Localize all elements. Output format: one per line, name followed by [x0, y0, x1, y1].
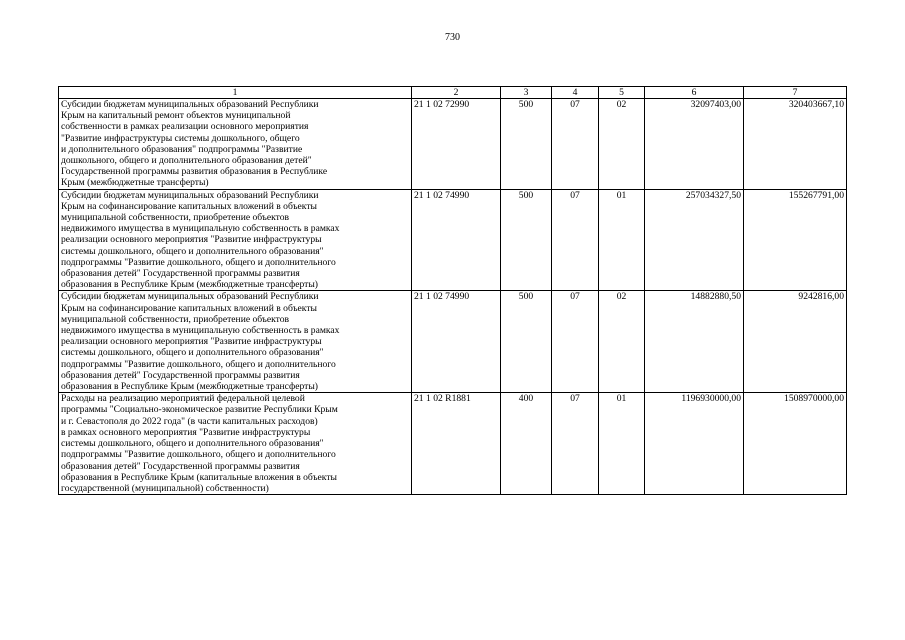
- row-description-line: программы "Социально-экономическое развитие Республики Крым: [61, 404, 338, 416]
- row-description-line: недвижимого имущества в муниципальную собственность в рамках: [61, 223, 340, 235]
- row-description: [59, 99, 412, 190]
- column-header-5: 5: [599, 87, 645, 99]
- row-description-line: подпрограммы "Развитие дошкольного, общего и дополнительного: [61, 449, 336, 461]
- row-description-line: Субсидии бюджетам муниципальных образований Республики: [61, 99, 319, 110]
- row-subsection: 02: [599, 291, 645, 393]
- column-header-7: 7: [744, 87, 847, 99]
- budget-table: [58, 86, 847, 495]
- row-amount-col6: 257034327,50: [645, 189, 744, 291]
- row-subsection: 01: [599, 189, 645, 291]
- row-description-line: образования в Республике Крым (капитальные вложения в объекты: [61, 471, 337, 483]
- row-description-line: Субсидии бюджетам муниципальных образований Республики: [61, 189, 319, 201]
- row-description-line: образования детей" Государственной программы развития: [61, 268, 300, 280]
- table-header-row: [59, 87, 847, 99]
- row-description: [59, 393, 412, 495]
- row-description-line: подпрограммы "Развитие дошкольного, общего и дополнительного: [61, 256, 336, 268]
- row-description-line: и г. Севастополя до 2022 года" (в части капитальных расходов): [61, 415, 318, 427]
- row-amount-col6: 32097403,00: [645, 99, 744, 190]
- row-description-line: собственности в рамках реализации основного мероприятия: [61, 121, 309, 133]
- table-row: [59, 291, 847, 393]
- row-description-line: "Развитие инфраструктуры системы дошкольного, общего: [61, 132, 300, 144]
- row-description-line: подпрограммы "Развитие дошкольного, общего и дополнительного: [61, 358, 336, 370]
- row-code: 21 1 02 74990: [412, 189, 501, 291]
- row-description-line: образования в Республике Крым (межбюджетные трансферты): [61, 279, 318, 291]
- page-number: 730: [445, 32, 460, 43]
- table-row: [59, 189, 847, 291]
- column-header-6: 6: [645, 87, 744, 99]
- row-section: 07: [552, 189, 599, 291]
- row-section: 07: [552, 99, 599, 190]
- row-description-line: Крым на капитальный ремонт объектов муниципальной: [61, 110, 291, 122]
- row-subsection: 02: [599, 99, 645, 190]
- row-description: [59, 189, 412, 291]
- row-code: 21 1 02 72990: [412, 99, 501, 190]
- row-description-line: образования в Республике Крым (межбюджетные трансферты): [61, 381, 318, 393]
- row-amount-col6: 14882880,50: [645, 291, 744, 393]
- row-description-line: Субсидии бюджетам муниципальных образований Республики: [61, 291, 319, 303]
- row-description-line: Крым (межбюджетные трансферты): [61, 177, 209, 189]
- row-description-line: и дополнительного образования" подпрограммы "Развитие: [61, 143, 303, 155]
- row-description-line: образования детей" Государственной программы развития: [61, 460, 300, 472]
- row-expense-type: 500: [501, 291, 552, 393]
- row-code: 21 1 02 74990: [412, 291, 501, 393]
- row-description-line: системы дошкольного, общего и дополнительного образования": [61, 438, 324, 450]
- row-amount-col6: 1196930000,00: [645, 393, 744, 495]
- row-expense-type: 500: [501, 99, 552, 190]
- row-expense-type: 500: [501, 189, 552, 291]
- row-description-line: системы дошкольного, общего и дополнительного образования": [61, 347, 324, 359]
- row-amount-col7: 1508970000,00: [744, 393, 847, 495]
- column-header-1: 1: [59, 87, 412, 99]
- row-description-line: реализации основного мероприятия "Развитие инфраструктуры: [61, 336, 322, 348]
- row-amount-col7: 155267791,00: [744, 189, 847, 291]
- row-description-line: образования детей" Государственной программы развития: [61, 369, 300, 381]
- table-row: [59, 99, 847, 190]
- row-description-line: в рамках основного мероприятия "Развитие инфраструктуры: [61, 426, 311, 438]
- column-header-2: 2: [412, 87, 501, 99]
- row-section: 07: [552, 393, 599, 495]
- row-description-line: муниципальной собственности, приобретение объектов: [61, 313, 290, 325]
- row-section: 07: [552, 291, 599, 393]
- row-description-line: Расходы на реализацию мероприятий федеральной целевой: [61, 393, 305, 405]
- row-amount-col7: 320403667,10: [744, 99, 847, 190]
- row-description: [59, 291, 412, 393]
- row-amount-col7: 9242816,00: [744, 291, 847, 393]
- table-row: [59, 393, 847, 495]
- row-description-line: дошкольного, общего и дополнительного образования детей": [61, 155, 312, 167]
- row-description-line: государственной (муниципальной) собственности): [61, 482, 269, 494]
- row-description-line: Крым на софинансирование капитальных вложений в объекты: [61, 302, 317, 314]
- column-header-3: 3: [501, 87, 552, 99]
- row-code: 21 1 02 R1881: [412, 393, 501, 495]
- row-description-line: реализации основного мероприятия "Развитие инфраструктуры: [61, 234, 322, 246]
- row-description-line: недвижимого имущества в муниципальную собственность в рамках: [61, 325, 340, 337]
- row-subsection: 01: [599, 393, 645, 495]
- row-description-line: Крым на софинансирование капитальных вложений в объекты: [61, 200, 317, 212]
- row-expense-type: 400: [501, 393, 552, 495]
- row-description-line: Государственной программы развития образования в Республике: [61, 166, 328, 178]
- column-header-4: 4: [552, 87, 599, 99]
- row-description-line: муниципальной собственности, приобретение объектов: [61, 212, 290, 224]
- row-description-line: системы дошкольного, общего и дополнительного образования": [61, 245, 324, 257]
